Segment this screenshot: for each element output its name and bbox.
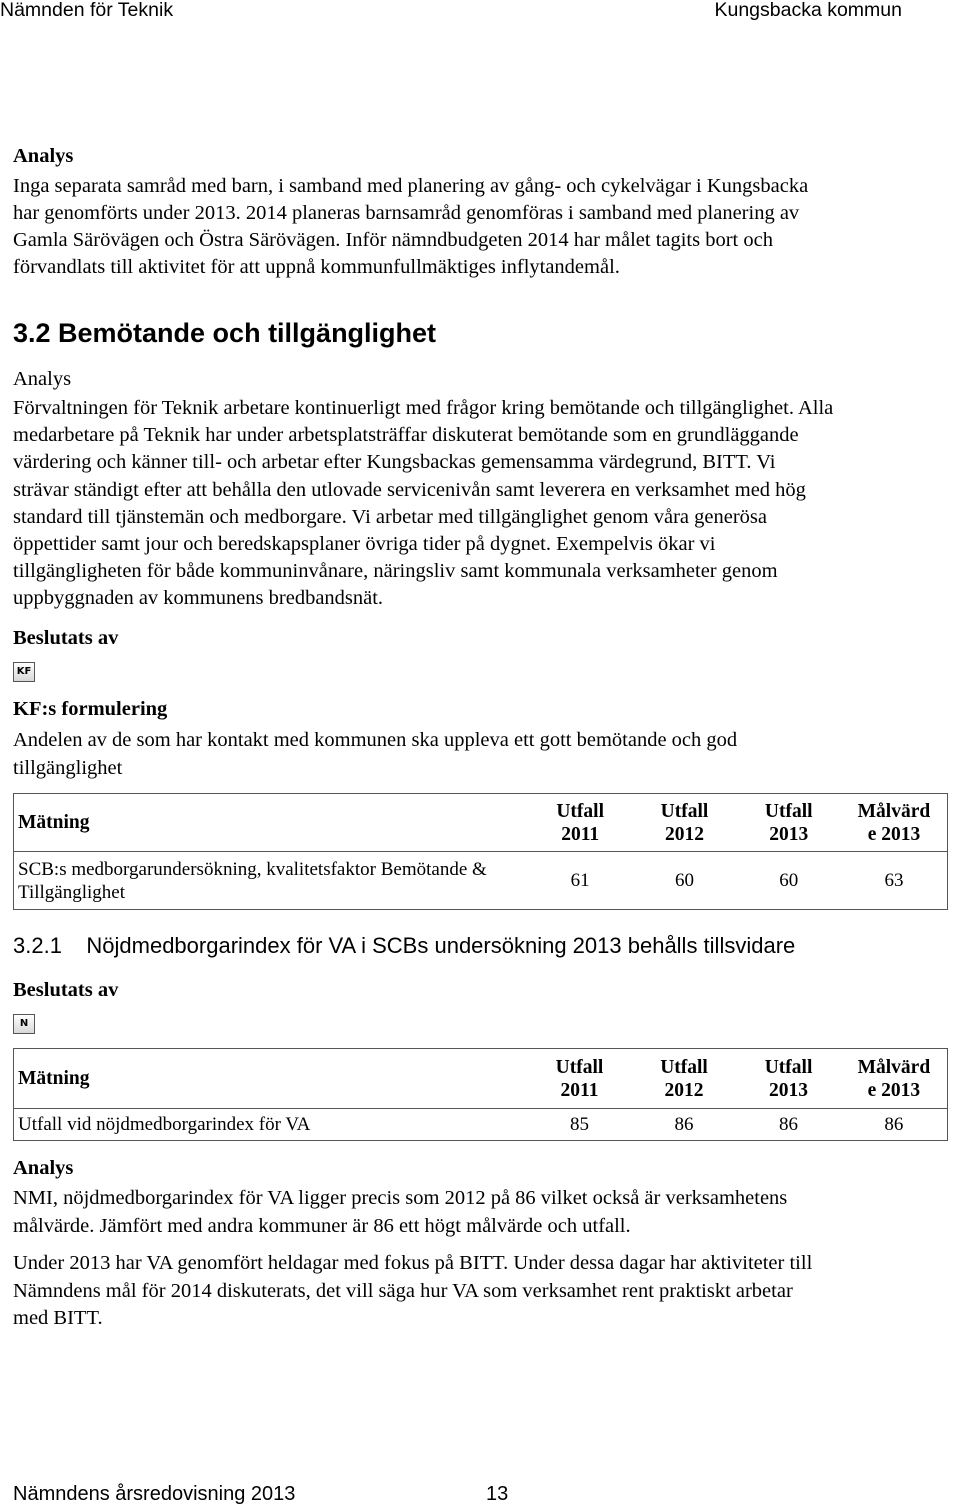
paragraph-line: målvärde. Jämfört med andra kommuner är 86 ett högt målvärde och utfall. [13, 1214, 631, 1237]
value-cell: 85 [570, 1113, 589, 1135]
subsection-paragraph-2 [13, 1250, 812, 1333]
value-cell: 63 [884, 869, 904, 891]
table-row [14, 1109, 948, 1141]
col-header: Målvärd e 2013 [857, 800, 931, 845]
section-line: öppettider samt jour och beredskapsplaner övriga tider på dygnet. Exempelvis ökar vi [13, 533, 716, 556]
section-line: medarbetare på Teknik har under arbetsplatsträffar diskuterat bemötande som en grundläggande [13, 424, 799, 447]
section-line: uppbyggnaden av kommunens bredbandsnät. [13, 587, 384, 610]
footer-title: Nämndens årsredovisning 2013 [13, 1483, 296, 1505]
value-cell: 86 [884, 1113, 904, 1135]
col-header: Utfall 2013 [764, 1056, 813, 1101]
intro-analysis-heading: Analys [13, 145, 74, 167]
paragraph-line: med BITT. [13, 1307, 103, 1329]
section-line: strävar ständigt efter att behålla den utlovade servicenivån samt leverera en verksamhet med hög [13, 478, 806, 501]
table-header-row [14, 1049, 948, 1109]
paragraph-line: Under 2013 har VA genomfört heldagar med fokus på BITT. Under dessa dagar har aktiviteter till [13, 1252, 813, 1274]
table-row [14, 852, 948, 910]
subsection-title: 3.2.1 Nöjdmedborgarindex för VA i SCBs undersökning 2013 behålls tillsvidare [13, 933, 796, 958]
section-paragraph [13, 395, 833, 613]
header-right: Kungsbacka kommun [714, 0, 902, 21]
footer-page-number: 13 [486, 1483, 509, 1505]
section-line: standard till tjänstemän och medborgare. Vi arbetar med tillgänglighet genom våra generösa [13, 505, 767, 528]
value-cell: 60 [674, 869, 694, 891]
col-header: Utfall 2012 [660, 1056, 708, 1101]
section-line: Förvaltningen för Teknik arbetare kontinuerligt med frågor kring bemötande och tillgänglighet. Alla [13, 397, 834, 419]
col-header: Utfall 2011 [555, 1056, 604, 1101]
col-header: Målvärd e 2013 [857, 1056, 931, 1101]
intro-line: Gamla Särövägen och Östra Särövägen. Inför nämndbudgeten 2014 har målet tagits bort och [13, 229, 773, 251]
subsection-decided-by-heading: Beslutats av [13, 979, 119, 1001]
value-cell: 61 [570, 869, 590, 891]
section-analysis-heading: Analys [13, 368, 72, 390]
intro-line: Inga separata samråd med barn, i samband med planering av gång- och cykelvägar i Kungsbacka [13, 175, 809, 197]
row-label: Utfall vid nöjdmedborgarindex för VA [18, 1114, 311, 1135]
value-cell: 86 [674, 1113, 694, 1135]
col-header: Utfall 2011 [556, 800, 604, 845]
value-cell: 86 [779, 1113, 799, 1135]
intro-line: har genomförts under 2013. 2014 planeras barnsamråd genomföras i samband med planering av [13, 202, 800, 224]
kf-paragraph [13, 727, 737, 782]
paragraph-line: NMI, nöjdmedborgarindex för VA ligger precis som 2012 på 86 vilket också är verksamhetens [13, 1187, 788, 1209]
kf-line: tillgänglighet [13, 756, 123, 779]
col-header: Utfall 2013 [764, 800, 813, 845]
subsection-paragraph-1 [13, 1185, 787, 1240]
subsection-analysis-heading: Analys [13, 1157, 74, 1179]
table-header-row [14, 794, 948, 852]
kf-heading: KF:s formulering [13, 698, 168, 720]
row-label: SCB:s medborgarundersökning, kvalitetsfaktor Bemötande & Tillgänglighet [18, 858, 487, 903]
measurement-table-2 [13, 1048, 948, 1141]
measure-header: Mätning [14, 794, 529, 852]
section-title: 3.2 Bemötande och tillgänglighet [13, 318, 437, 348]
intro-line: förvandlats till aktivitet för att uppnå kommunfullmäktiges inflytandemål. [13, 256, 620, 278]
paragraph-line: Nämndens mål för 2014 diskuterats, det vill säga hur VA som verksamhet rent praktiskt arbetar [13, 1279, 793, 1302]
measure-header: Mätning [18, 1067, 90, 1089]
value-cell: 60 [779, 869, 799, 891]
header-left: Nämnden för Teknik [0, 0, 174, 21]
col-header: Utfall 2012 [660, 800, 709, 845]
kf-badge-icon: KF [13, 662, 35, 682]
decided-by-heading: Beslutats av [13, 627, 119, 649]
section-line: värdering och känner till- och arbetar efter Kungsbackas gemensamma värdegrund, BITT. Vi [13, 451, 776, 474]
kf-line: Andelen av de som har kontakt med kommunen ska uppleva ett gott bemötande och god [13, 729, 738, 751]
n-badge-icon: N [13, 1014, 35, 1034]
intro-paragraph [13, 173, 808, 281]
section-line: tillgängligheten för både kommuninvånare, näringsliv samt kommunala verksamheter genom [13, 560, 778, 583]
measurement-table-1 [13, 793, 948, 910]
